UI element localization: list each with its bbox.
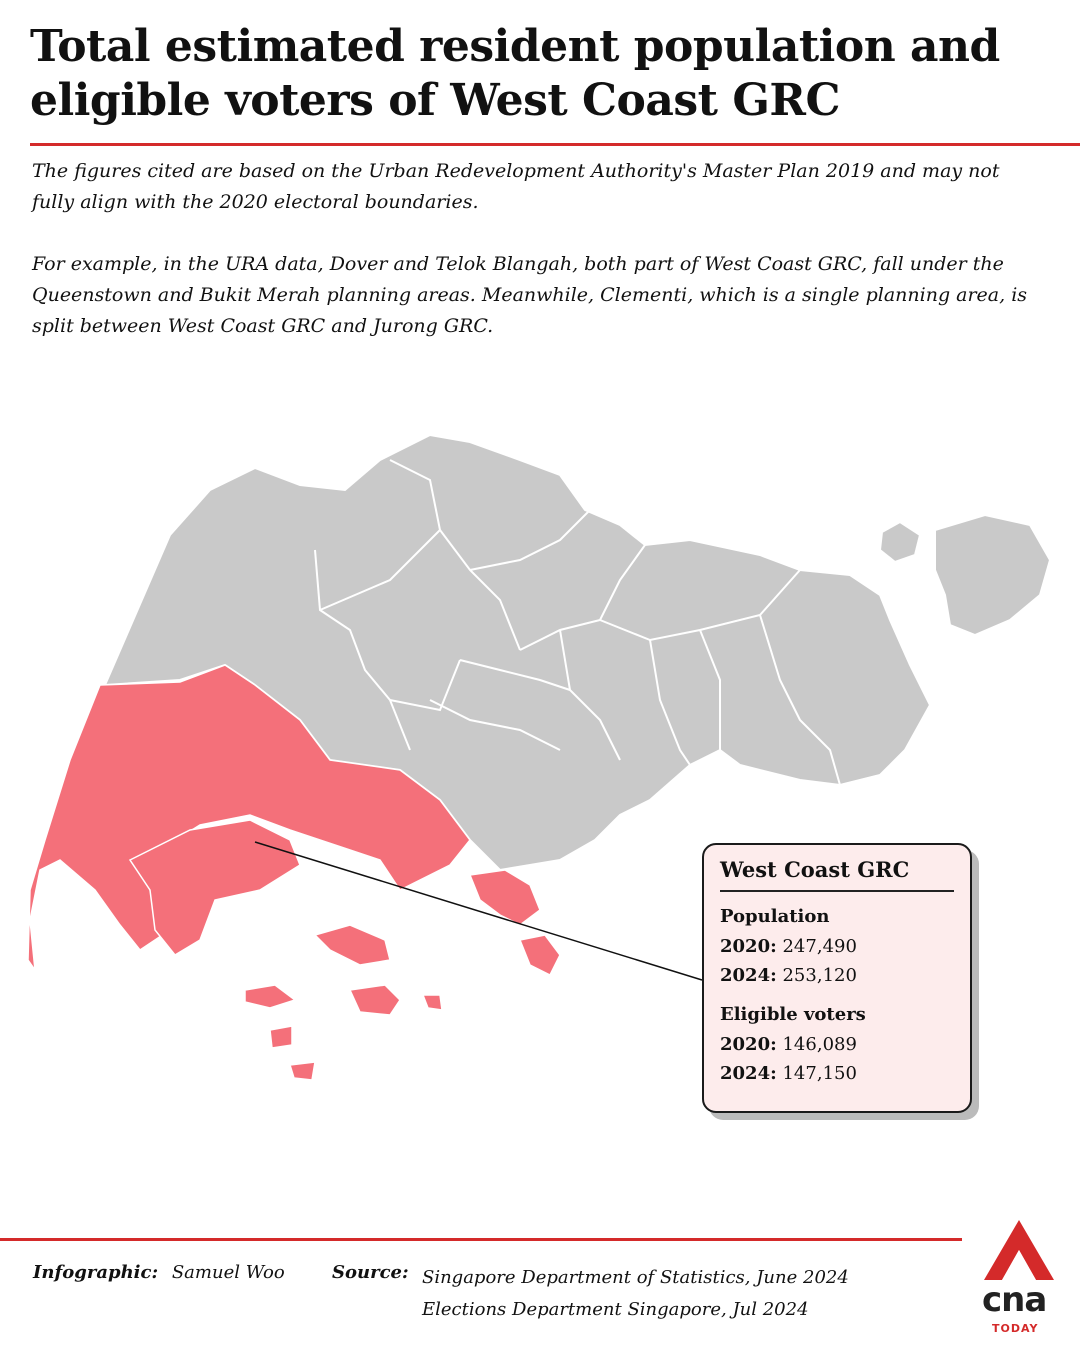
- infographic-author: Samuel Woo: [171, 1262, 285, 1283]
- population-year-2020: 2020:: [720, 936, 777, 957]
- southern-island-5: [290, 1062, 315, 1080]
- southern-island-1: [315, 925, 390, 965]
- southern-island-2: [245, 985, 295, 1008]
- southern-island-6: [520, 935, 560, 975]
- cna-logo-subtext: TODAY: [992, 1322, 1039, 1335]
- source-list: [422, 1262, 849, 1326]
- footer-divider: [0, 1238, 962, 1241]
- pulau-ubin: [880, 522, 920, 562]
- voters-year-2020: 2020:: [720, 1034, 777, 1055]
- callout-leader-line: [255, 842, 702, 980]
- southern-island-3: [350, 985, 400, 1015]
- voters-year-2024: 2024:: [720, 1063, 777, 1084]
- population-year-2024: 2024:: [720, 965, 777, 986]
- population-heading: Population: [720, 906, 830, 927]
- west-coast-grc-callout: [702, 843, 972, 1113]
- intro-text: [32, 156, 1047, 373]
- callout-title: West Coast GRC: [720, 857, 954, 892]
- intro-paragraph-1: The figures cited are based on the Urban Redevelopment Authority's Master Plan 2019 and may not fully align with the 2020 electoral boundaries.: [32, 160, 1000, 213]
- source-line-1: Singapore Department of Statistics, June 2024: [422, 1267, 849, 1288]
- source-line-2: Elections Department Singapore, Jul 2024: [422, 1299, 809, 1320]
- intro-paragraph-2: For example, in the URA data, Dover and Telok Blangah, both part of West Coast GRC, fall under the Queenstown and Bukit Merah planning areas. Meanwhile, Clementi, which is a single planning area, is split between West Coast GRC and Jurong GRC.: [32, 253, 1028, 337]
- population-value-2024: 253,120: [782, 965, 857, 986]
- source-label: Source:: [332, 1262, 409, 1283]
- voters-value-2020: 146,089: [782, 1034, 857, 1055]
- infographic-label: Infographic:: [33, 1262, 159, 1283]
- voters-heading: Eligible voters: [720, 1004, 866, 1025]
- pulau-tekong: [935, 515, 1050, 635]
- voters-row-2024: [720, 1059, 954, 1088]
- voters-value-2024: 147,150: [782, 1063, 857, 1084]
- population-row-2024: [720, 961, 954, 990]
- population-value-2020: 247,490: [782, 936, 857, 957]
- population-row-2020: [720, 932, 954, 961]
- title-divider: [30, 143, 1080, 146]
- page-title: Total estimated resident population and eligible voters of West Coast GRC: [30, 21, 1000, 126]
- cna-logo-text: cna: [982, 1280, 1047, 1320]
- infographic-credit: [33, 1262, 285, 1283]
- southern-island-4: [270, 1026, 292, 1048]
- source-label-wrap: [332, 1262, 409, 1283]
- southern-island-7: [423, 995, 442, 1010]
- voters-row-2020: [720, 1030, 954, 1059]
- sentosa-islands: [470, 870, 540, 925]
